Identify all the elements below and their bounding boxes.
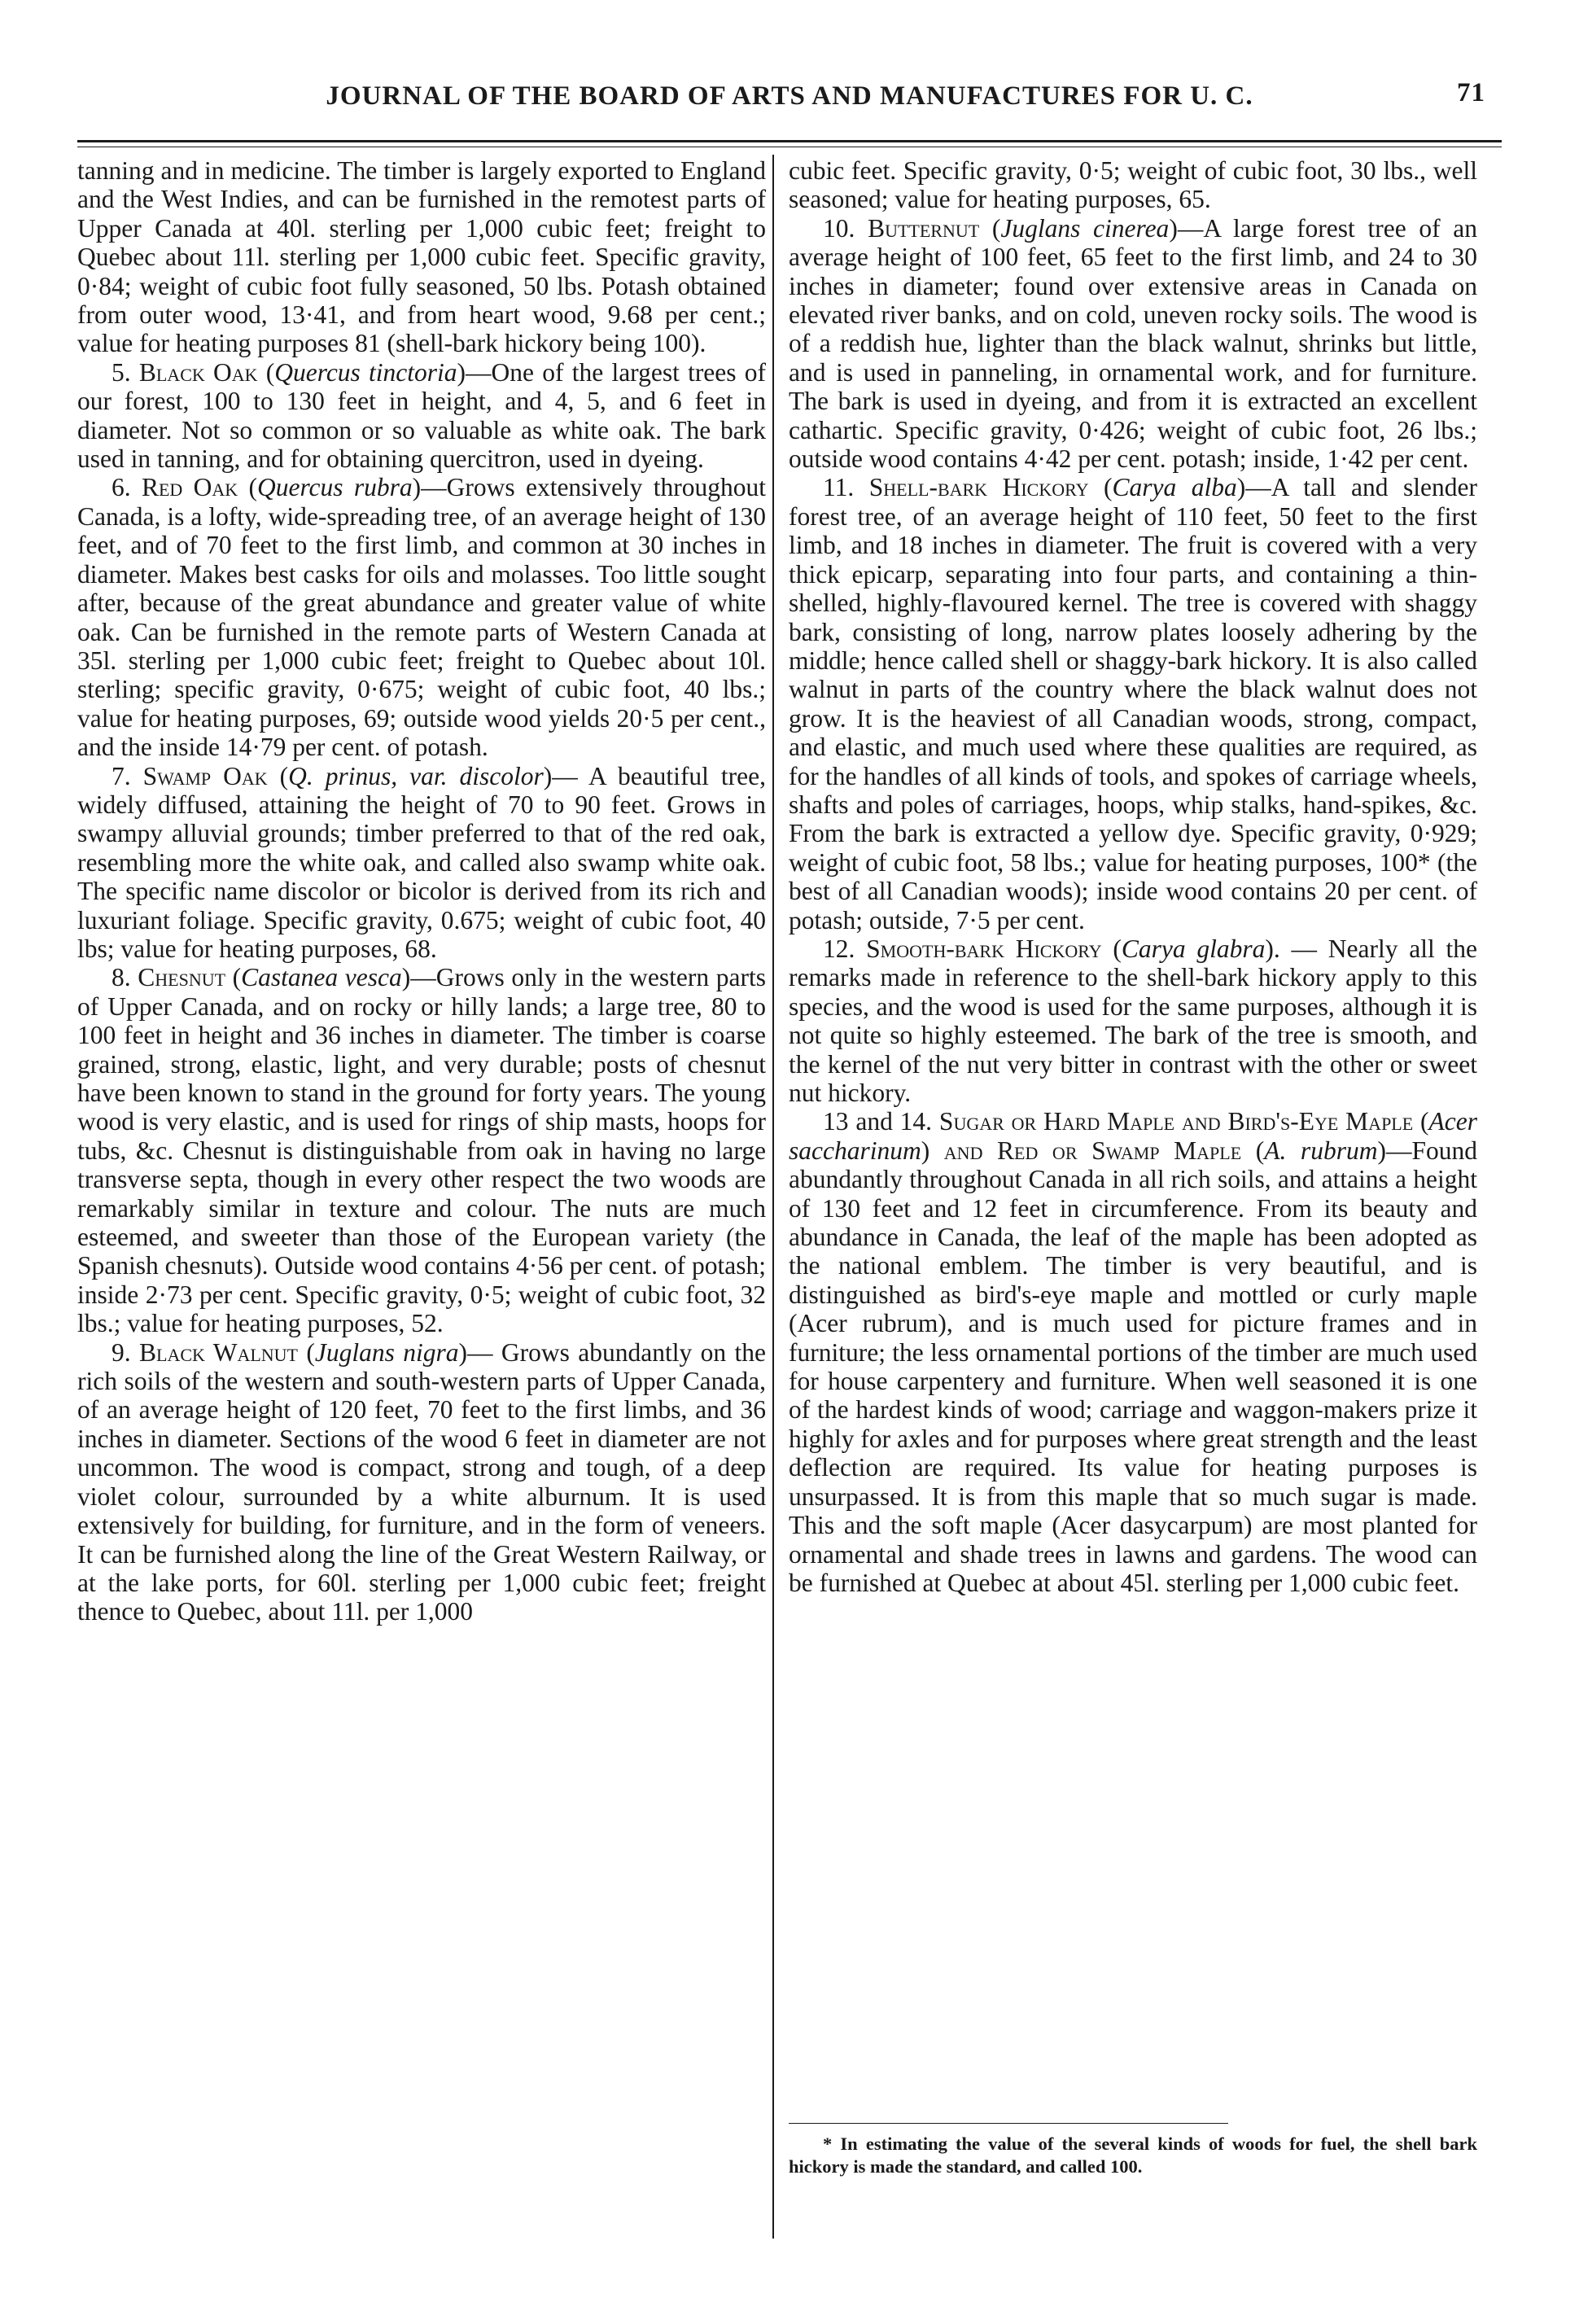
entry-chesnut: 8. Chesnut (Castanea vesca)—Grows only in the western parts of Upper Canada, and on rocky or hilly lands; a large tree, 80 to 100 feet in height and 36 inches in diameter. The timber is coarse grained, strong, elastic, light, and very durable; posts of chesnut have been known to stand in the ground for forty years. The young wood is very elastic, and is used for rings of ship masts, hoops for tubs, &c. Chesnut is distinguishable from oak in having no large transverse septa, though in every other respect the two woods are remarkably similar in texture and colour. The nuts are much esteemed, and sweeter than those of the European variety (the Spanish chesnuts). Outside wood contains 4·56 per cent. of potash; inside 2·73 per cent. Specific gravity, 0·5; weight of cubic foot, 32 lbs.; value for heating purposes, 52. [77, 963, 766, 1338]
entry-black-walnut: 9. Black Walnut (Juglans nigra)— Grows abundantly on the rich soils of the western and south-western parts of Upper Canada, of an average height of 120 feet, 70 feet to the first limbs, and 36 inches in diameter. Sections of the wood 6 feet in diameter are not uncommon. The wood is compact, strong and tough, of a deep violet colour, surrounded by a white alburnum. It is used extensively for building, for furniture, and in the form of veneers. It can be furnished along the line of the Great Western Railway, or at the lake ports, for 60l. sterling per 1,000 cubic feet; freight thence to Quebec, about 11l. per 1,000 [77, 1337, 766, 1626]
continuation-paragraph: tanning and in medicine. The timber is largely exported to England and the West Indies, and can be furnished in the remotest parts of Upper Canada at 40l. sterling per 1,000 cubic feet; freight to Quebec about 11l. sterling per 1,000 cubic feet. Specific gravity, 0·84; weight of cubic foot fully seasoned, 50 lbs. Potash obtained from outer wood, 13·41, and from heart wood, 9.68 per cent.; value for heating purposes 81 (shell-bark hickory being 100). [77, 156, 766, 358]
entry-maples: 13 and 14. Sugar or Hard Maple and Bird's-Eye Maple (Acer saccharinum) and Red or Swamp Maple (A. rubrum)—Found abundantly throughout Canada in all rich soils, and attains a height of 130 feet and 12 feet in circumference. From its beauty and abundance in Canada, the leaf of the maple has been adopted as the national emblem. The timber is very beautiful, and is distinguished as bird's-eye maple and mottled or curly maple (Acer rubrum), and is much used for picture frames and in furniture; the less ornamental portions of the timber are much used for house carpentery and furniture. When well seasoned it is one of the hardest kinds of wood; carriage and waggon-makers prize it highly for axles and for purposes where great strength and the least deflection are required. Its value for heating purposes is unsurpassed. It is from this maple that so much sugar is made. This and the soft maple (Acer dasycarpum) are most planted for ornamental and shade trees in lawns and gardens. The wood can be furnished at Quebec at about 45l. sterling per 1,000 cubic feet. [789, 1107, 1477, 1597]
running-head [77, 72, 1502, 120]
entry-shell-bark-hickory: 11. Shell-bark Hickory (Carya alba)—A tall and slender forest tree, of an average height of 110 feet, 50 feet to the first limb, and 18 inches in diameter. The fruit is covered with a very thick epicarp, separating into four parts, and containing a thin-shelled, highly-flavoured kernel. The tree is covered with shaggy bark, consisting of long, narrow plates loosely adhering by the middle; hence called shell or shaggy-bark hickory. It is also called walnut in parts of the country where the black walnut does not grow. It is the heaviest of all Canadian woods, strong, compact, and elastic, and much used where these qualities are required, as for the handles of all kinds of tools, and spokes of carriage wheels, shafts and poles of carriages, hoops, whip stalks, hand-spikes, &c. From the bark is extracted a yellow dye. Specific gravity, 0·929; weight of cubic foot, 58 lbs.; value for heating purposes, 100* (the best of all Canadian woods); inside wood contains 20 per cent. of potash; outside, 7·5 per cent. [789, 473, 1477, 934]
entry-smooth-bark-hickory: 12. Smooth-bark Hickory (Carya glabra). — Nearly all the remarks made in reference to the shell-bark hickory apply to this species, and the wood is used for the same purposes, although it is not quite so highly esteemed. The bark of the tree is smooth, and the kernel of the nut very bitter in contrast with the other or sweet nut hickory. [789, 934, 1478, 1107]
entry-red-oak: 6. Red Oak (Quercus rubra)—Grows extensively throughout Canada, is a lofty, wide-spreading tree, of an average height of 130 feet, and of 70 feet to the first limb, and common at 30 inches in diameter. Makes best casks for oils and molasses. Too little sought after, because of the great abundance and greater value of white oak. Can be furnished in the remote parts of Western Canada at 35l. sterling per 1,000 cubic feet; freight to Quebec about 10l. sterling; specific gravity, 0·675; weight of cubic foot, 40 lbs.; value for heating purposes, 69; outside wood yields 20·5 per cent., and the inside 14·79 per cent. of potash. [77, 473, 766, 762]
continuation-paragraph: cubic feet. Specific gravity, 0·5; weight of cubic foot, 30 lbs., well seasoned; value for heating purposes, 65. [789, 156, 1477, 214]
right-column [789, 156, 1477, 1597]
page-number: 71 [1457, 78, 1485, 107]
footnote-marker: * [823, 2134, 833, 2154]
column-divider [772, 155, 774, 2239]
header-rule-thick [77, 140, 1502, 142]
entry-black-oak: 5. Black Oak (Quercus tinctoria)—One of the largest trees of our forest, 100 to 130 feet in height, and 4, 5, and 6 feet in diameter. Not so common or so valuable as white oak. The bark used in tanning, and for obtaining quercitron, used in dyeing. [77, 357, 767, 474]
running-title: JOURNAL OF THE BOARD OF ARTS AND MANUFACTURES FOR U. C. [326, 81, 1253, 111]
footnote [789, 2133, 1477, 2178]
footnote-rule [789, 2123, 1228, 2124]
entry-butternut: 10. Butternut (Juglans cinerea)—A large forest tree of an average height of 100 feet, 65 feet to the first limb, and 24 to 30 inches in diameter; found over extensive areas in Canada on elevated river banks, and on cold, uneven rocky soils. The wood is of a reddish hue, lighter than the black walnut, shrinks but little, and is used in panneling, in ornamental work, and for furniture. The bark is used in dyeing, and from it is extracted an excellent cathartic. Specific gravity, 0·426; weight of cubic foot, 26 lbs.; outside wood contains 4·42 per cent. potash; inside, 1·42 per cent. [789, 213, 1478, 474]
footnote-text: In estimating the value of the several kinds of woods for fuel, the shell bark hickory is made the standard, and called 100. [789, 2134, 1478, 2177]
left-column [77, 156, 766, 1626]
entry-swamp-oak: 7. Swamp Oak (Q. prinus, var. discolor)— A beautiful tree, widely diffused, attaining the height of 70 to 90 feet. Grows in swampy alluvial grounds; timber preferred to that of the red oak, resembling more the white oak, and called also swamp white oak. The specific name discolor or bicolor is derived from its rich and luxuriant foliage. Specific gravity, 0.675; weight of cubic foot, 40 lbs; value for heating purposes, 68. [77, 761, 766, 963]
